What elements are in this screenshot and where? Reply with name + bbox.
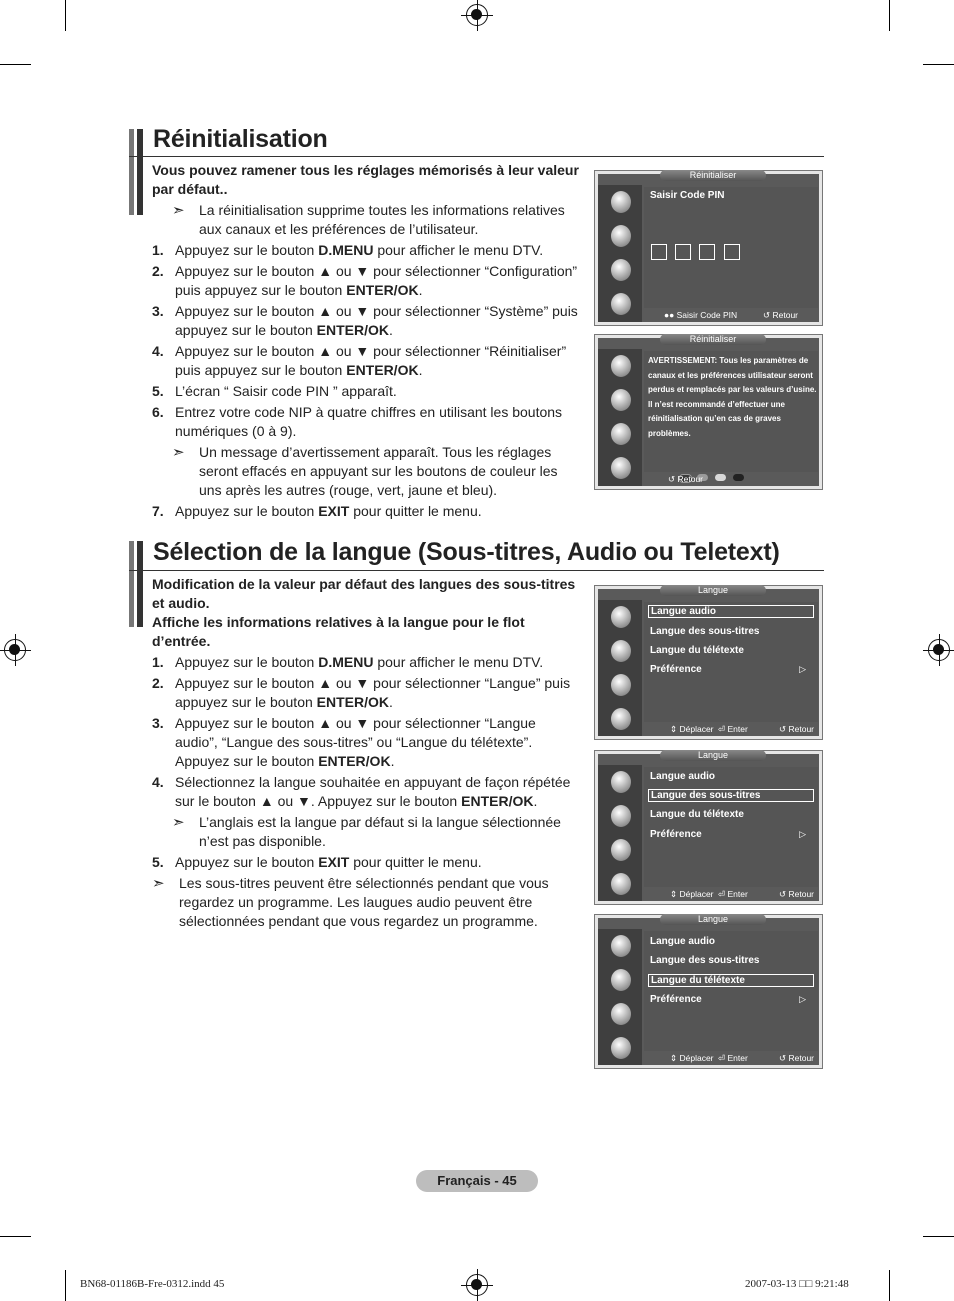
picture-menu-icon: [611, 771, 631, 793]
sound-menu-icon: [611, 640, 631, 662]
setup-menu-icon: [611, 839, 631, 861]
menu-item-audio[interactable]: Langue audio: [650, 936, 715, 947]
menu-item-teletext[interactable]: Langue du télétexte: [650, 809, 744, 820]
picture-menu-icon: [611, 606, 631, 628]
menu-item-teletext[interactable]: Langue du télétexte: [650, 645, 744, 656]
registration-mark-icon: [928, 639, 950, 661]
registration-mark-icon: [4, 639, 26, 661]
step: 7. Appuyez sur le bouton EXIT pour quitter le menu.: [152, 503, 482, 519]
section-bar: [137, 541, 143, 627]
osd-language-screen-teletext: [594, 914, 823, 1069]
osd-title: Réinitialiser: [660, 170, 766, 181]
step: 1. Appuyez sur le bouton D.MENU pour afficher le menu DTV.: [152, 654, 544, 670]
note: ➣ Les sous-titres peuvent être sélectionnés pendant que vous regardez un programme. Les laugues audio peuvent être sélectionnées pendant que vous regardez un programme.: [152, 875, 549, 929]
crop-mark: [889, 1270, 890, 1301]
intro-text: Affiche les informations relatives à la langue pour le flot d’entrée.: [152, 614, 525, 649]
sound-menu-icon: [611, 969, 631, 991]
section-rule: [129, 570, 824, 571]
osd-footer: ↺ Retour: [668, 474, 703, 484]
pin-digit-box[interactable]: [724, 244, 740, 260]
menu-item-preference[interactable]: Préférence ▷: [650, 664, 806, 675]
pin-digit-box[interactable]: [651, 244, 667, 260]
note: ➣ L’anglais est la langue par défaut si la langue sélectionnée n’est pas disponible.: [172, 814, 561, 849]
registration-mark-icon: [466, 1274, 488, 1296]
crop-mark: [0, 64, 31, 65]
osd-menu-icons: [598, 185, 642, 322]
input-menu-icon: [611, 708, 631, 730]
picture-menu-icon: [611, 935, 631, 957]
step: 3. Appuyez sur le bouton ▲ ou ▼ pour sélectionner “Système” puis appuyez sur le bouton ENTER/OK.: [152, 303, 578, 338]
pin-digit-box[interactable]: [675, 244, 691, 260]
step: 4. Sélectionnez la langue souhaitée en appuyant de façon répétée sur le bouton ▲ ou ▼. Appuyez sur le bouton ENTER/OK.: [152, 774, 571, 809]
osd-title: Langue: [660, 914, 766, 925]
warning-text: AVERTISSEMENT: Tous les paramètres de canaux et les préférences utilisateur seront perdus et remplacés par les valeurs d’usine. Il n’est recommandé d’effectuer une réinitialisation qu’en cas de graves problèmes.: [648, 356, 817, 438]
step: 5. L’écran “ Saisir code PIN ” apparaît.: [152, 383, 397, 399]
osd-reset-pin-screen: [594, 170, 823, 326]
sound-menu-icon: [611, 389, 631, 411]
intro-text: Modification de la valeur par défaut des langues des sous-titres et audio.: [152, 576, 576, 611]
osd-language-screen-subtitles: [594, 750, 823, 905]
arrow-right-icon: ▷: [799, 829, 806, 839]
page-number-badge: Français - 45: [416, 1170, 538, 1192]
print-slug-file: BN68-01186B-Fre-0312.indd 45: [80, 1278, 225, 1290]
step: 5. Appuyez sur le bouton EXIT pour quitter le menu.: [152, 854, 482, 870]
input-menu-icon: [611, 457, 631, 479]
osd-menu-icons: [598, 349, 642, 486]
section-rule: [129, 156, 824, 157]
sound-menu-icon: [611, 805, 631, 827]
setup-menu-icon: [611, 1003, 631, 1025]
arrow-note-icon: ➣: [172, 444, 185, 461]
step: 2. Appuyez sur le bouton ▲ ou ▼ pour sélectionner “Langue” puis appuyez sur le bouton ENTER/OK.: [152, 675, 571, 710]
pin-heading: Saisir Code PIN: [650, 190, 725, 201]
pin-digit-box[interactable]: [699, 244, 715, 260]
arrow-right-icon: ▷: [799, 994, 806, 1004]
osd-language-screen-audio: [594, 585, 823, 740]
step: 2. Appuyez sur le bouton ▲ ou ▼ pour sélectionner “Configuration” puis appuyez sur le bouton ENTER/OK.: [152, 263, 578, 298]
registration-mark-icon: [466, 4, 488, 26]
crop-mark: [65, 1270, 66, 1301]
osd-menu-icons: [598, 765, 642, 901]
section-bar: [129, 129, 134, 215]
section-reset-text: [152, 161, 582, 523]
setup-menu-icon: [611, 423, 631, 445]
sound-menu-icon: [611, 225, 631, 247]
menu-item-subtitles[interactable]: Langue des sous-titres: [648, 789, 814, 802]
step: 4. Appuyez sur le bouton ▲ ou ▼ pour sélectionner “Réinitialiser” puis appuyez sur le bouton ENTER/OK.: [152, 343, 567, 378]
menu-item-subtitles[interactable]: Langue des sous-titres: [650, 955, 760, 966]
crop-mark: [923, 64, 954, 65]
osd-footer: ⇕ Déplacer ⏎ Enter ↺ Retour: [670, 1053, 814, 1063]
osd-title: Langue: [660, 750, 766, 761]
osd-menu-icons: [598, 600, 642, 736]
input-menu-icon: [611, 1037, 631, 1059]
osd-footer: ⇕ Déplacer ⏎ Enter ↺ Retour: [670, 889, 814, 899]
section-bar: [129, 541, 134, 627]
picture-menu-icon: [611, 355, 631, 377]
menu-item-teletext[interactable]: Langue du télétexte: [648, 974, 814, 987]
osd-menu-icons: [598, 929, 642, 1065]
arrow-note-icon: ➣: [152, 875, 165, 892]
step: 3. Appuyez sur le bouton ▲ ou ▼ pour sélectionner “Langue audio”, “Langue des sous-titres” ou “Langue du télétexte”. Appuyez sur le bouton ENTER/OK.: [152, 715, 536, 769]
section-language-text: [152, 575, 580, 933]
arrow-note-icon: ➣: [172, 202, 185, 219]
crop-mark: [923, 1236, 954, 1237]
osd-title: Langue: [660, 585, 766, 596]
crop-mark: [65, 0, 66, 31]
section-title-reset: Réinitialisation: [153, 125, 328, 153]
menu-item-preference[interactable]: Préférence ▷: [650, 994, 806, 1005]
step: 1. Appuyez sur le bouton D.MENU pour afficher le menu DTV.: [152, 242, 544, 258]
intro-text: Vous pouvez ramener tous les réglages mémorisés à leur valeur par défaut..: [152, 162, 579, 197]
menu-item-preference[interactable]: Préférence ▷: [650, 829, 806, 840]
menu-item-subtitles[interactable]: Langue des sous-titres: [650, 626, 760, 637]
note: ➣ La réinitialisation supprime toutes les informations relatives aux canaux et les préférences de l’utilisateur.: [172, 202, 565, 237]
crop-mark: [889, 0, 890, 31]
step: 6. Entrez votre code NIP à quatre chiffres en utilisant les boutons numériques (0 à 9).: [152, 404, 563, 439]
setup-menu-icon: [611, 259, 631, 281]
print-slug-date: 2007-03-13 □□ 9:21:48: [745, 1278, 849, 1290]
input-menu-icon: [611, 873, 631, 895]
crop-mark: [0, 1236, 31, 1237]
section-title-language: Sélection de la langue (Sous-titres, Audio ou Teletext): [153, 538, 780, 566]
section-bar: [137, 129, 143, 215]
note: ➣ Un message d’avertissement apparaît. Tous les réglages seront effacés en appuyant sur les boutons de couleur les uns après les autres (rouge, vert, jaune et bleu).: [172, 444, 558, 498]
setup-menu-icon: [611, 674, 631, 696]
menu-item-audio[interactable]: Langue audio: [650, 771, 715, 782]
osd-reset-warning-screen: [594, 334, 823, 490]
input-menu-icon: [611, 293, 631, 315]
arrow-note-icon: ➣: [172, 814, 185, 831]
osd-footer: ●● Saisir Code PIN ↺ Retour: [664, 310, 798, 320]
menu-item-audio[interactable]: Langue audio: [648, 605, 814, 618]
osd-footer: ⇕ Déplacer ⏎ Enter ↺ Retour: [670, 724, 814, 734]
arrow-right-icon: ▷: [799, 664, 806, 674]
picture-menu-icon: [611, 191, 631, 213]
osd-title: Réinitialiser: [660, 334, 766, 345]
